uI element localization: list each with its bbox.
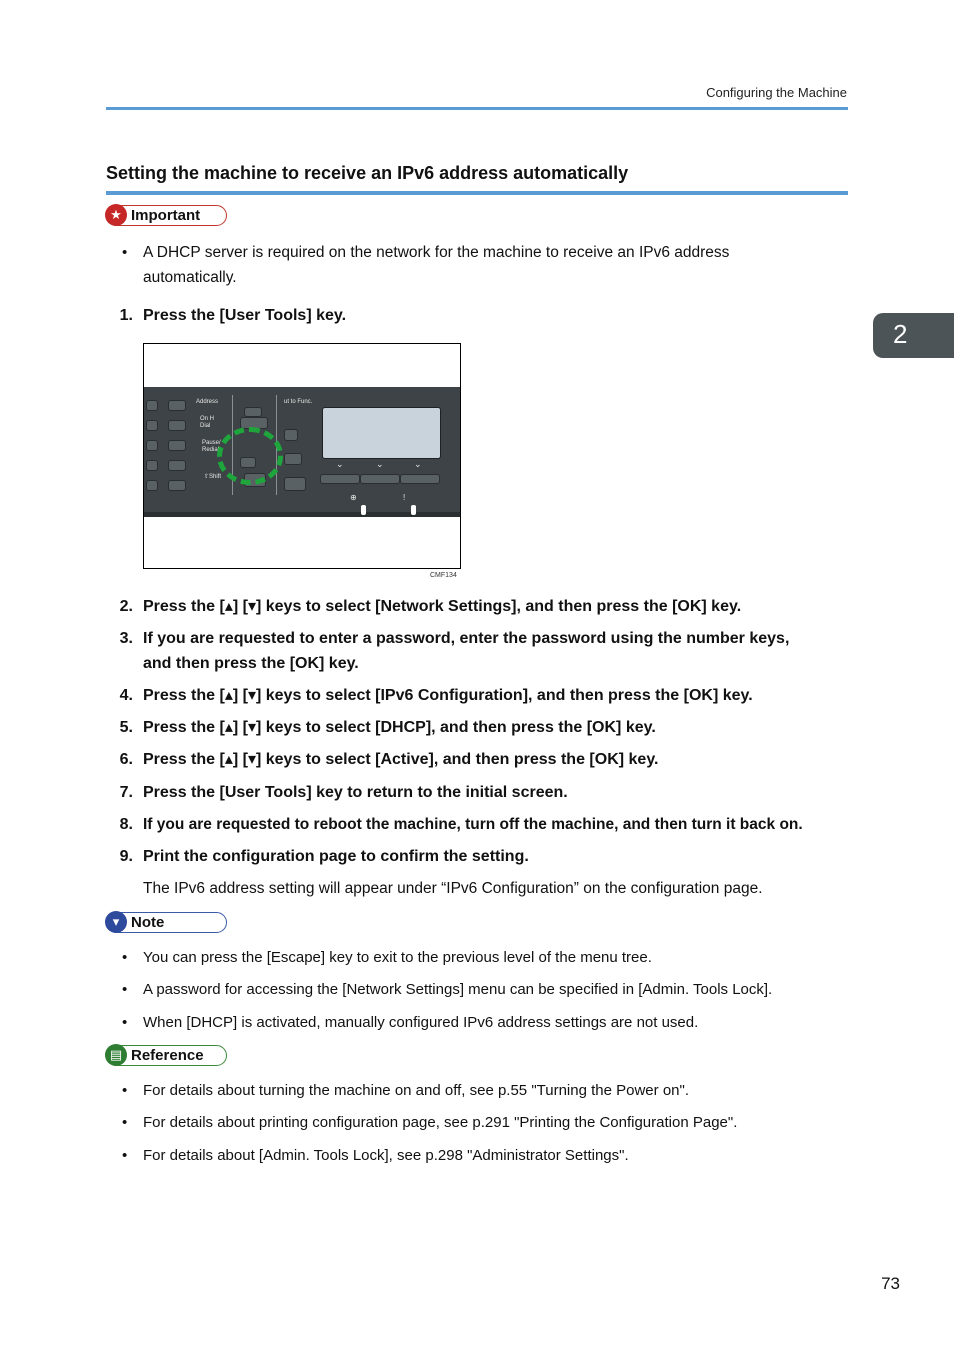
one-touch-key — [168, 400, 186, 411]
one-touch-key — [146, 400, 158, 411]
reference-label: Reference — [131, 1047, 204, 1064]
reference-callout — [106, 1045, 227, 1066]
step-number: 2. — [119, 598, 133, 615]
step-text: Press the [▴] [▾] keys to select [DHCP], and then press the [OK] key. — [143, 719, 656, 736]
step-number: 3. — [119, 630, 133, 647]
bullet-dot: • — [122, 1014, 128, 1031]
panel-label-address: Address — [196, 399, 219, 405]
step-number: 8. — [119, 816, 133, 833]
title-rule — [106, 191, 848, 195]
step-number: 5. — [119, 719, 133, 736]
star-icon: ★ — [105, 204, 127, 226]
step-text: Press the [▴] [▾] keys to select [Network Settings], and then press the [OK] key. — [143, 598, 742, 615]
section-title: Setting the machine to receive an IPv6 address automatically — [106, 163, 629, 183]
bullet-dot: • — [122, 244, 128, 261]
selection-key — [400, 474, 440, 484]
control-panel-illustration — [144, 387, 460, 517]
chapter-number: 2 — [893, 319, 908, 349]
running-title: Configuring the Machine — [706, 85, 847, 100]
clear-key — [284, 477, 306, 491]
bullet-dot: • — [122, 1147, 128, 1164]
selection-key — [320, 474, 360, 484]
bullet-dot: • — [122, 1082, 128, 1099]
step-text: Press the [▴] [▾] keys to select [IPv6 Configuration], and then press the [OK] key. — [143, 687, 753, 704]
one-touch-key — [146, 460, 158, 471]
step-number: 7. — [119, 784, 133, 801]
one-touch-key — [168, 440, 186, 451]
panel-label-dial: Dial — [200, 423, 211, 429]
step-text: Press the [User Tools] key to return to the initial screen. — [143, 784, 568, 801]
step-text: If you are requested to enter a password, enter the password using the number keys, — [143, 630, 790, 647]
reference-item: For details about printing configuration page, see p.291 "Printing the Configuration Page". — [143, 1114, 738, 1131]
lcd-display — [322, 407, 441, 459]
step-number: 6. — [119, 751, 133, 768]
selection-key — [360, 474, 400, 484]
one-touch-key — [168, 420, 186, 431]
power-icon: ⊕ — [350, 493, 357, 502]
important-item-line1: A DHCP server is required on the network for the machine to receive an IPv6 address — [143, 244, 730, 261]
user-tools-key — [244, 407, 262, 417]
chapter-tab — [873, 313, 954, 358]
step-text: If you are requested to reboot the machine, turn off the machine, and then turn it back on. — [143, 816, 803, 833]
step-text: Press the [▴] [▾] keys to select [Active], and then press the [OK] key. — [143, 751, 659, 768]
figure-id: CMF134 — [430, 572, 457, 579]
bullet-dot: • — [122, 1114, 128, 1131]
note-label: Note — [131, 914, 165, 931]
important-callout — [106, 205, 227, 226]
one-touch-key — [168, 460, 186, 471]
panel-label-onhook: On H — [200, 416, 215, 422]
panel-label-shortcut: ut to Func. — [284, 399, 313, 405]
panel-label-pause: Pause/ — [202, 440, 221, 446]
copy-key — [284, 453, 302, 465]
note-item: A password for accessing the [Network Settings] menu can be specified in [Admin. Tools Lock]. — [143, 981, 773, 998]
step-text-continued: and then press the [OK] key. — [143, 655, 359, 672]
panel-label-shift: ⇧Shift — [204, 474, 222, 480]
highlight-ring — [217, 427, 283, 485]
important-label: Important — [131, 207, 201, 224]
chevron-down-icon: ⌄ — [414, 459, 422, 469]
important-item-line2: automatically. — [143, 269, 237, 286]
header-rule — [106, 107, 848, 110]
page-number: 73 — [881, 1274, 900, 1293]
bullet-dot: • — [122, 981, 128, 998]
reference-item: For details about [Admin. Tools Lock], see p.298 "Administrator Settings". — [143, 1147, 629, 1164]
step-number: 9. — [119, 848, 133, 865]
note-item: You can press the [Escape] key to exit to the previous level of the menu tree. — [143, 949, 652, 966]
book-icon: ▤ — [105, 1044, 127, 1066]
bullet-dot: • — [122, 949, 128, 966]
chevron-down-icon: ⌄ — [336, 459, 344, 469]
alert-icon: ! — [403, 493, 406, 502]
chevron-down-icon: ⌄ — [376, 459, 384, 469]
step-number: 4. — [119, 687, 133, 704]
step-text: Press the [User Tools] key. — [143, 307, 347, 324]
reference-item: For details about turning the machine on and off, see p.55 "Turning the Power on". — [143, 1082, 689, 1099]
panel-label-redial: Redial — [202, 447, 220, 453]
one-touch-key — [146, 480, 158, 491]
alert-lamp — [411, 505, 416, 515]
one-touch-key — [146, 420, 158, 431]
note-callout — [106, 912, 227, 933]
note-item: When [DHCP] is activated, manually configured IPv6 address settings are not used. — [143, 1014, 699, 1031]
power-lamp — [361, 505, 366, 515]
step-text: Print the configuration page to confirm the setting. — [143, 848, 529, 865]
note-icon: ▾ — [105, 911, 127, 933]
step-number: 1. — [119, 307, 133, 324]
one-touch-key — [146, 440, 158, 451]
one-touch-key — [168, 480, 186, 491]
fax-key — [284, 429, 298, 441]
step-detail: The IPv6 address setting will appear under “IPv6 Configuration” on the configuration page. — [143, 880, 763, 897]
control-panel-figure — [143, 343, 461, 569]
